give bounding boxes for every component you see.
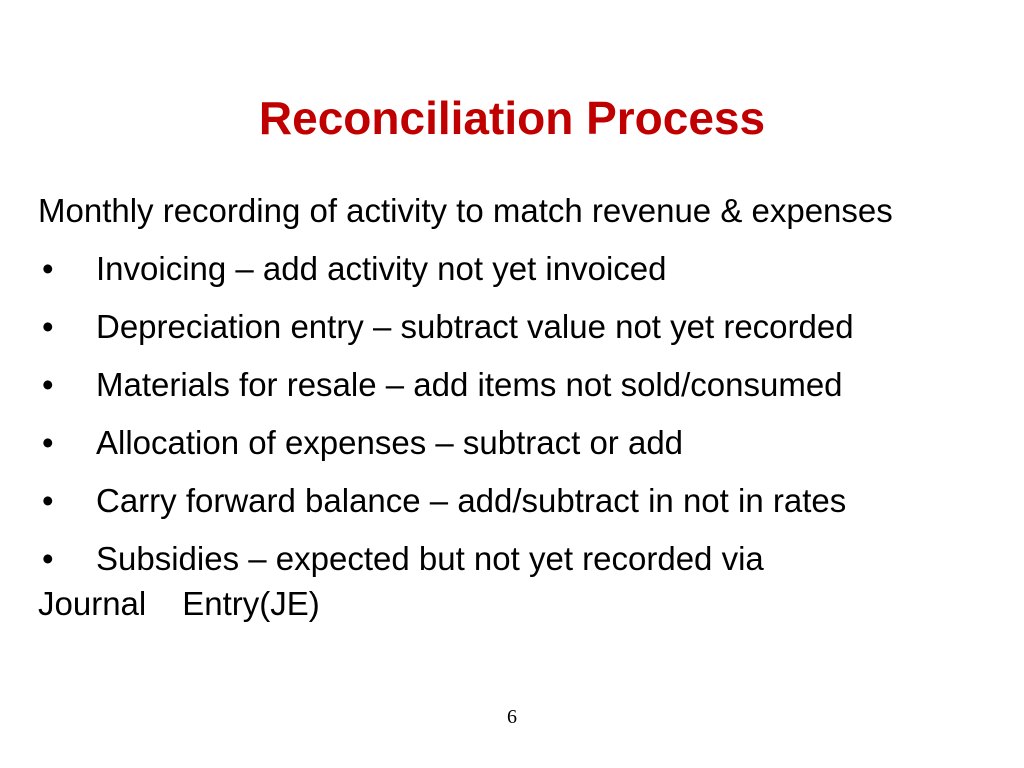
- bullet-text: Carry forward balance – add/subtract in not in rates: [96, 482, 847, 519]
- slide-title: Reconciliation Process: [258, 92, 766, 144]
- continuation-word: Journal: [38, 585, 147, 622]
- bullet-item-invoicing: [38, 246, 1018, 291]
- bullet-text: Allocation of expenses – subtract or add: [96, 424, 684, 461]
- bullet-list: [38, 246, 1018, 626]
- bullet-item-carry-forward: [38, 478, 1018, 523]
- bullet-text: Subsidies – expected but not yet recorded via: [96, 540, 764, 577]
- continuation-word: Entry(JE): [182, 585, 320, 622]
- intro-text: Monthly recording of activity to match revenue & expenses: [38, 192, 893, 229]
- bullet-item-materials: [38, 362, 1018, 407]
- bullet-icon: •: [42, 250, 54, 287]
- bullet-icon: •: [42, 308, 54, 345]
- bullet-item-subsidies: [38, 536, 1018, 626]
- bullet-icon: •: [42, 424, 54, 461]
- bullet-icon: •: [42, 482, 54, 519]
- page-number: 6: [507, 706, 517, 728]
- bullet-text: Depreciation entry – subtract value not yet recorded: [96, 308, 854, 345]
- bullet-item-allocation: [38, 420, 1018, 465]
- bullet-item-depreciation: [38, 304, 1018, 349]
- bullet-continuation: [38, 581, 1018, 626]
- bullet-text: Materials for resale – add items not sold/consumed: [96, 366, 843, 403]
- slide-body: [38, 188, 1018, 626]
- bullet-icon: •: [42, 540, 54, 577]
- bullet-icon: •: [42, 366, 54, 403]
- bullet-text: Invoicing – add activity not yet invoiced: [96, 250, 667, 287]
